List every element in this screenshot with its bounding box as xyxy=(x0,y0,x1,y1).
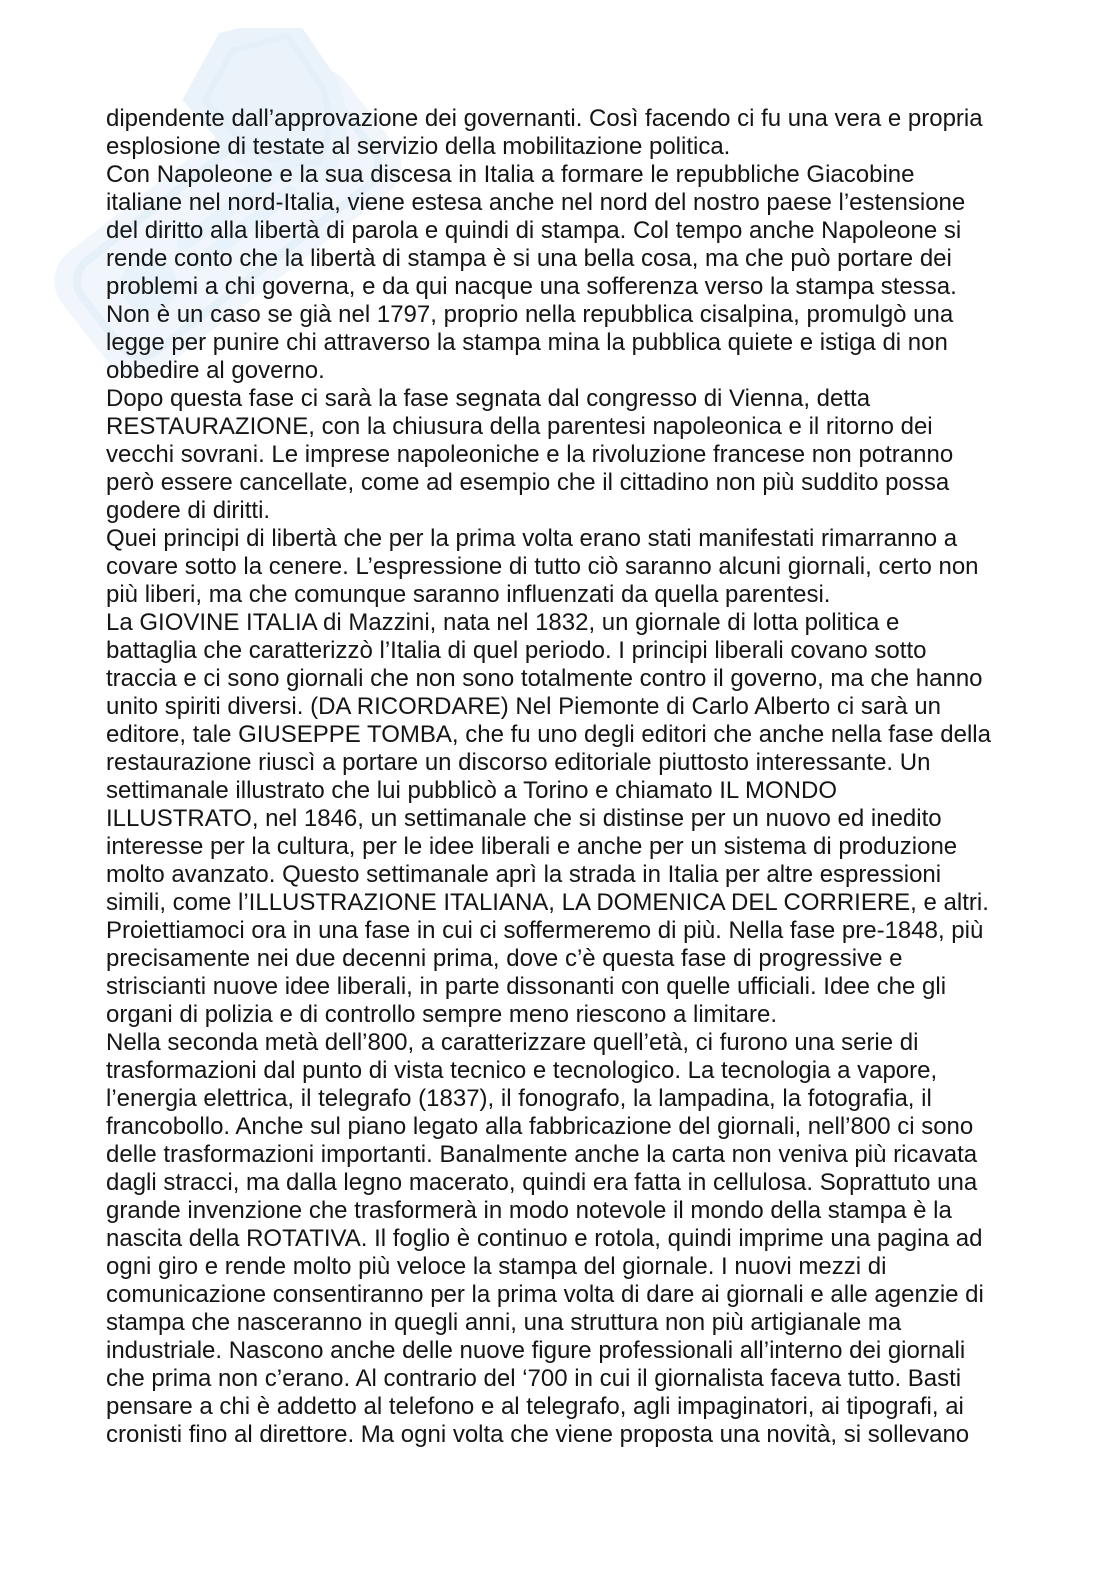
paragraph xyxy=(106,1029,1066,1449)
text-line: traccia e ci sono giornali che non sono totalmente contro il governo, ma che hanno xyxy=(106,665,983,692)
paragraph xyxy=(106,105,1066,161)
text-line: pensare a chi è addetto al telefono e al telegrafo, agli impaginatori, ai tipografi, ai xyxy=(106,1393,964,1420)
text-line: organi di polizia e di controllo sempre meno riescono a limitare. xyxy=(106,1001,777,1028)
text-line: legge per punire chi attraverso la stampa mina la pubblica quiete e istiga di non xyxy=(106,329,948,356)
text-line: Non è un caso se già nel 1797, proprio nella repubblica cisalpina, promulgò una xyxy=(106,301,954,328)
text-line: grande invenzione che trasformerà in modo notevole il mondo della stampa è la xyxy=(106,1197,952,1224)
text-line: comunicazione consentiranno per la prima volta di dare ai giornali e alle agenzie di xyxy=(106,1281,984,1308)
text-line: molto avanzato. Questo settimanale aprì la strada in Italia per altre espressioni xyxy=(106,861,942,888)
text-line: RESTAURAZIONE, con la chiusura della parentesi napoleonica e il ritorno dei xyxy=(106,413,933,440)
text-line: restaurazione riuscì a portare un discorso editoriale piuttosto interessante. Un xyxy=(106,749,931,776)
text-line: trasformazioni dal punto di vista tecnico e tecnologico. La tecnologia a vapore, xyxy=(106,1057,938,1084)
text-line: settimanale illustrato che lui pubblicò a Torino e chiamato IL MONDO xyxy=(106,777,838,804)
text-line: dagli stracci, ma dalla legno macerato, quindi era fatta in cellulosa. Soprattuto una xyxy=(106,1169,978,1196)
text-line: dipendente dall’approvazione dei governanti. Così facendo ci fu una vera e propria xyxy=(106,105,983,132)
text-line: problemi a chi governa, e da qui nacque una sofferenza verso la stampa stessa. xyxy=(106,273,957,300)
text-line: covare sotto la cenere. L’espressione di tutto ciò saranno alcuni giornali, certo non xyxy=(106,553,979,580)
text-line: che prima non c’erano. Al contrario del ‘700 in cui il giornalista faceva tutto. Basti xyxy=(106,1365,962,1392)
text-line: obbedire al governo. xyxy=(106,357,325,384)
text-line: francobollo. Anche sul piano legato alla fabbricazione del giornali, nell’800 ci sono xyxy=(106,1113,974,1140)
text-line: del diritto alla libertà di parola e quindi di stampa. Col tempo anche Napoleone si xyxy=(106,217,962,244)
paragraph xyxy=(106,609,1066,917)
paragraph xyxy=(106,917,1066,1029)
text-line: ogni giro e rende molto più veloce la stampa del giornale. I nuovi mezzi di xyxy=(106,1253,887,1280)
text-line: ILLUSTRATO, nel 1846, un settimanale che si distinse per un nuovo ed inedito xyxy=(106,805,942,832)
text-line: Quei principi di libertà che per la prima volta erano stati manifestati rimarranno a xyxy=(106,525,958,552)
text-line: Dopo questa fase ci sarà la fase segnata dal congresso di Vienna, detta xyxy=(106,385,871,412)
paragraph xyxy=(106,385,1066,525)
text-line: battaglia che caratterizzò l’Italia di quel periodo. I principi liberali covano sotto xyxy=(106,637,927,664)
text-line: rende conto che la libertà di stampa è si una bella cosa, ma che può portare dei xyxy=(106,245,952,272)
text-line: Proiettiamoci ora in una fase in cui ci soffermeremo di più. Nella fase pre-1848, più xyxy=(106,917,984,944)
text-line: editore, tale GIUSEPPE TOMBA, che fu uno degli editori che anche nella fase della xyxy=(106,721,991,748)
text-line: però essere cancellate, come ad esempio che il cittadino non più suddito possa xyxy=(106,469,950,496)
text-line: Con Napoleone e la sua discesa in Italia a formare le repubbliche Giacobine xyxy=(106,161,915,188)
text-line: vecchi sovrani. Le imprese napoleoniche e la rivoluzione francese non potranno xyxy=(106,441,954,468)
paragraph xyxy=(106,525,1066,609)
text-line: nascita della ROTATIVA. Il foglio è continuo e rotola, quindi imprime una pagina ad xyxy=(106,1225,983,1252)
text-line: esplosione di testate al servizio della mobilitazione politica. xyxy=(106,133,731,160)
text-line: interesse per la cultura, per le idee liberali e anche per un sistema di produzione xyxy=(106,833,958,860)
text-line: unito spiriti diversi. (DA RICORDARE) Nel Piemonte di Carlo Alberto ci sarà un xyxy=(106,693,941,720)
text-line: La GIOVINE ITALIA di Mazzini, nata nel 1832, un giornale di lotta politica e xyxy=(106,609,900,636)
text-line: godere di diritti. xyxy=(106,497,271,524)
text-line: Nella seconda metà dell’800, a caratterizzare quell’età, ci furono una serie di xyxy=(106,1029,919,1056)
text-line: più liberi, ma che comunque saranno influenzati da quella parentesi. xyxy=(106,581,831,608)
text-line: stampa che nasceranno in quegli anni, una struttura non più artigianale ma xyxy=(106,1309,902,1336)
document-body xyxy=(106,105,1066,1449)
text-line: simili, come l’ILLUSTRAZIONE ITALIANA, LA DOMENICA DEL CORRIERE, e altri. xyxy=(106,889,989,916)
text-line: delle trasformazioni importanti. Banalmente anche la carta non veniva più ricavata xyxy=(106,1141,978,1168)
text-line: industriale. Nascono anche delle nuove figure professionali all’interno dei giornali xyxy=(106,1337,966,1364)
text-line: striscianti nuove idee liberali, in parte dissonanti con quelle ufficiali. Idee che gli xyxy=(106,973,947,1000)
text-line: cronisti fino al direttore. Ma ogni volta che viene proposta una novità, si sollevano xyxy=(106,1421,970,1448)
text-line: italiane nel nord-Italia, viene estesa anche nel nord del nostro paese l’estensione xyxy=(106,189,966,216)
text-line: l’energia elettrica, il telegrafo (1837), il fonografo, la lampadina, la fotografia, il xyxy=(106,1085,932,1112)
paragraph xyxy=(106,161,1066,385)
text-line: precisamente nei due decenni prima, dove c’è questa fase di progressive e xyxy=(106,945,903,972)
